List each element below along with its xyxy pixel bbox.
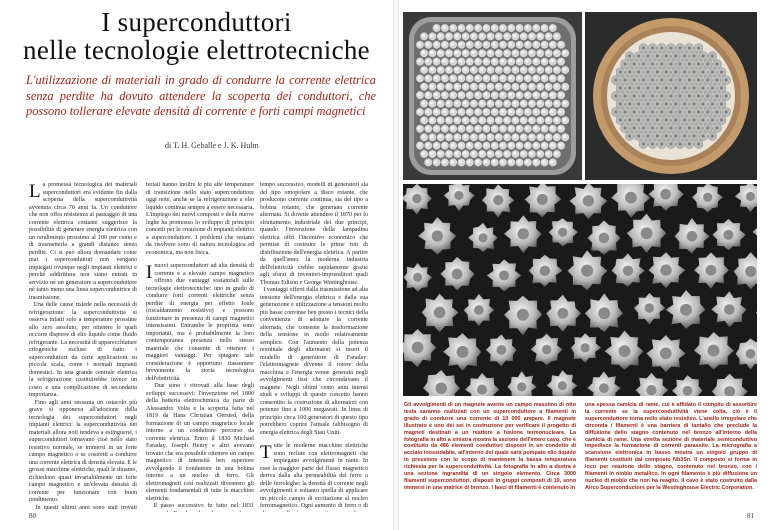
page-gutter [393, 0, 399, 530]
article-authors: di T. H. Geballe e J. K. Hulm [165, 141, 259, 150]
article-title-line1: I superconduttori [101, 7, 292, 37]
page-number-left: 80 [29, 512, 36, 520]
filament-micrograph-photo [403, 184, 757, 396]
paragraph [146, 182, 254, 257]
paragraph-text: teriali hanno inoltre le più alte temperature di transizione nello stato superconduttore oggi note, anche se la refrigerazione a elio liquido continua sempre a essere necessaria. L'impiego dei nuovi composti e delle nuove leghe ha promosso lo sviluppo di principio concetti per le creazione di impianti elettrici a superconduttore. I problemi che restano da risolvere sono di natura tecnologica ed economica, ma non fisica. [146, 182, 254, 256]
paragraph [146, 263, 254, 383]
paragraph-text: Due sono i ritrovati alla base degli sviluppi successivi: l'invenzione nel 1800 della batteria elettrochimica da parte di Alessandro Volta e la scoperta fatta nel 1819 da Hans Christian Oersted, della formazione di un campo magnetico locale intorno a un conduttore percorso da corrente elettrica. Entro il 1830 Michael Faraday, Joseph Henry e altri avevano trovato che era possibile ottenere un campo magnetico di intensità ben superiore avvolgendo il conduttore in una bobina intorno a un nucleo di ferro. Gli elettromagneti così realizzati divennero gli elementi fondamentali di tutte le macchine elettriche. [146, 383, 254, 502]
text-column-1 [29, 182, 137, 512]
text-column-3 [260, 182, 368, 512]
paragraph [260, 287, 368, 437]
paragraph [29, 505, 137, 513]
cable-cross-section-photo [403, 12, 582, 180]
text-column-2 [146, 182, 254, 512]
paragraph-text: Il passo successivo fu fatto nel 1831 [153, 503, 254, 509]
figure-caption-left: Gli avvolgimenti di un magnete avente un campo massimo di otto tesla saranno realizzati con un superconduttore a filamenti in grado di condurre una corrente di 10 000 ampere. Il magnete illustrato è uno dei sei in costruzione per verificare il progetto di magneti destinati a un reattore a fusione termonucleare. La fotografia in alto a sinistra mostra la sezione dell'intero cavo, che è costituito da 486 elementi conduttori disposti in un condotto di acciaio inossidabile, all'interno del quale sarà pompato elio liquido in pressione con lo scopo di mantenere la bassa temperatura richiesta per la superconduttività. La fotografia in alto a destra è una sezione ingrandita di un singolo elemento. Circa 3000 filamenti superconduttori, disposti in gruppi composti di 19, sono immersi in una matrice di bronzo. I fasci di filamenti è contenuto in [404, 402, 576, 491]
single-element-image [585, 12, 757, 180]
paragraph [29, 302, 137, 400]
paragraph-text: utte le moderne macchine elettriche sono reclute con elettromagneti che impiegano avvolgimenti in rame. In esse la maggior parte del flusso magnetico deriva dalla alta permeabilità del ferro o delle ferroleghe; la densità di corrente negli avvolgimenti è soltanto quella di applicare un piccolo campo di eccitazione al nucleo ferromagnetico. Ogni aumento di ferro o di [260, 443, 368, 509]
drop-cap: L [29, 182, 41, 202]
figure-caption-right: una spessa camicia di rame, cui è affidato il compito di assorbire la corrente se la superconduttività viene colta, ciò è il superconduttore torna nello stato resistivo. L'anello irregolare che circonda i filamenti è una barriera di tantalio che preclude la diffusione dello stagno contenuto nel bronzo all'interno della camicia di rame. Una stretta sezione di materiale semiconduttivo impedisce la formazione di correnti parassite. La micrografia a scansione elettronica in basso mostra un singolo gruppo di filamenti costituiti dal composto Nb3Sn. Il composto si forma in loco per reazione dello stagno, contenuto nel bronzo, con i filamenti in niobio metallico. In ogni filamento è più diffusione un nucleo di niobio che non ha reagito. Il cavo è stato costruito dalla Airco Superconductors per la Westinghouse Electric Corporation. [585, 402, 757, 491]
filament-micrograph-image [403, 184, 757, 396]
page-number-right: 81 [747, 512, 754, 520]
paragraph-text: Fino agli anni sessanta un ostacolo più grave si opponeva all'adozione della tecnologia dei superconduttori negli impianti elettrici: la superconduttività nei materiali allora noti tendeva a estinguersi, i superconduttori tornavano cioè nello stato resistivo normale, se immersi in un forte campo magnetico o se costretti a condurre una corrente elettrica di densità elevata. E le grosse macchine elettriche, quali le dinamo, richiedono quasi invariabilmente un forte campo magnetico e un'elevata densità di corrente per funzionare con buon rendimento. [29, 399, 137, 503]
paragraph [260, 443, 368, 512]
article-subtitle: L'utilizzazione di materiali in grado di condurre la corrente elettrica senza perdite ha dovuto attendere la scoperta dei conduttori, che possono tollerare elevate densità di corrente e forti campi magnetici [26, 73, 376, 119]
article-title-line2: nelle tecnologie elettrotecniche [23, 35, 370, 65]
paragraph-text: In questi ultimi anni sono stati trovati [35, 504, 137, 511]
paragraph-text: Una delle cause risiede nella necessità di refrigerazione: la superconduttività si osserva infatti solo a temperature prossime allo zero assoluto, per ottenere le quali occorre disporre di elio liquido come fluido refrigerante. La necessità di apparecchiature criogeniche escluse di fatto i superconduttori da certe applicazioni su piccola scala, come i normali impianti domestici. In una grande centrale elettrica la refrigerazione costituirebbe invece un costo e una complicazione di secondaria importanza. [29, 302, 137, 398]
paragraph [29, 182, 137, 302]
paragraph [146, 383, 254, 503]
drop-cap: T [260, 442, 272, 463]
paragraph [29, 400, 137, 505]
paragraph-text: tempo successivo, modelli di generatori sia del tipo omopolare a disco rotante, che producono corrente continua, sia del tipo a bobina rotante, che generano corrente alternata. Si dovette attendere il 1870 per lo sfruttamento industriale dei due principi, quando l'invenzione della lampadina elettrica offrì l'incentivo economico che permise di costruire le prime reti di distribuzione dell'energia elettrica. A partire da quell'anno la moderna industria dell'elettricità crebbe rapidamente grazie agli sforzi di inventori-imprenditori quali Thomas Edison e George Westinghouse. [260, 182, 368, 286]
paragraph-text: nuovi superconduttori ad alta densità di corrente e a elevato campo magnetico offrono due vantaggi sostanziali sulle tecnologie elettrotecniche: uno in grado di condurre forti correnti elettriche senza perdite di energia per effetto Joule (riscaldamento resistivo) e possono funzionare in presenza di campi magnetici intensissimi. Entrambe le proprietà sono importanti, ma è probabilmente la loro contemporanea presenza nello stesso materiale che consente di ottenere i maggiori vantaggi. Per spiegare tale considerazione è opportuno riassumere brevemente la storia tecnologica dell'elettricità. [146, 263, 254, 382]
paragraph-text: a promessa tecnologica dei materiali superconduttori era evidente fin dalla scoperta della superconduttività avvenuta circa 70 anni fa. Un conduttore che non offra resistenza al passaggio di una corrente elettrica costante suggerisce la possibilità di generare energia elettrica con un rendimento prossimo al 100 per cento e di trasmetterla a grandi distanze senza perdite. Ci si può allora domandare come mai i superconduttori non vengano impiegati ovunque negli impianti elettrici e perché addirittura non siano entrati in servizio né un generatore a superconduttore né tanto meno una linea superconduttrice di trasmissione. [29, 182, 137, 301]
paragraph [146, 503, 254, 512]
single-element-section-photo [585, 12, 757, 180]
paragraph-text: I vantaggi offerti dalla trasmissione ad alta tensione dell'energia elettrica e dalla sua generazione e utilizzazione a tensioni molto più basse convinse ben presto i tecnici della convenienza di adottare la corrente alternata, che consente la trasformazione della tensione in modo relativamente semplice. Con l'aumento della potenza nominale degli alternatori si inserì il modello di generatore di Faraday: l'elettromagnete divenne il rotore della macchina e l'energia venne generata negli avvolgimenti fissi che circondavano il magnete. Negli ultimi cento anni intensi studi e sviluppi di questo concetto hanno consentito la costruzione di alternatori con potenze fino a 1000 megawatt. In linea di principio circa 100 generatori di questo tipo potrebbero coprire l'attuale fabbisogno di energia elettrica degli Stati Uniti. [260, 287, 368, 436]
cable-cross-section-image [403, 12, 582, 180]
drop-cap: I [146, 262, 153, 283]
paragraph [260, 182, 368, 287]
